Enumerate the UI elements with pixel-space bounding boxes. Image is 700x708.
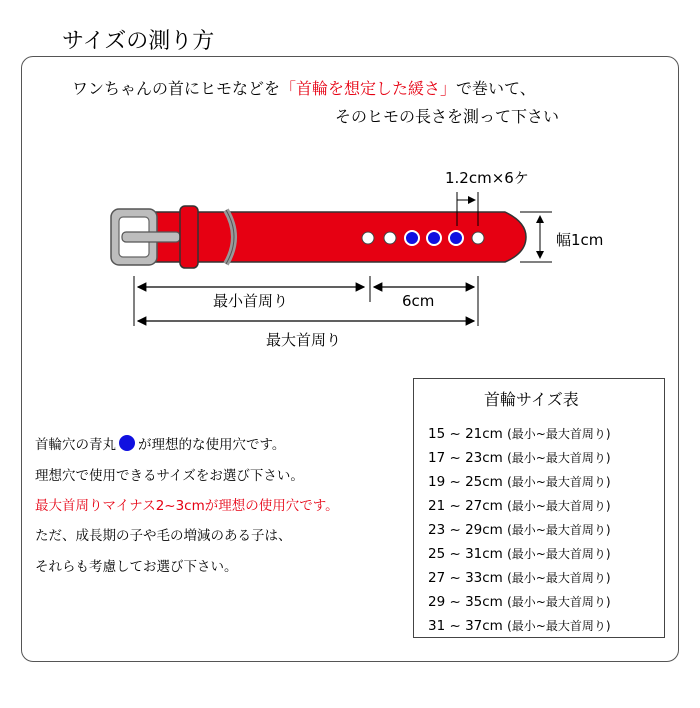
- info-line-1-suffix: が理想的な使用穴です。: [138, 437, 286, 453]
- size-range: 17 ~ 23cm: [428, 450, 503, 466]
- ideal-hole: [427, 231, 441, 245]
- size-note: (最小~最大首周り): [507, 451, 611, 465]
- size-row: [428, 449, 611, 466]
- hole-spacing-label: 1.2cm×6ケ: [445, 169, 529, 187]
- range-label: 6cm: [402, 292, 435, 310]
- size-range: 27 ~ 33cm: [428, 570, 503, 586]
- size-range: 31 ~ 37cm: [428, 618, 503, 634]
- size-note: (最小~最大首周り): [507, 427, 611, 441]
- intro-highlight: 「首輪を想定した緩さ」: [280, 79, 457, 98]
- max-neck-label: 最大首周り: [266, 331, 342, 349]
- keeper-loop: [180, 206, 198, 268]
- size-range: 23 ~ 29cm: [428, 522, 503, 538]
- page-title: サイズの測り方: [62, 29, 215, 54]
- size-row: [428, 425, 611, 442]
- info-line-1-prefix: 首輪穴の青丸: [35, 437, 116, 453]
- size-row: [428, 569, 611, 586]
- size-row: [428, 497, 611, 514]
- size-range: 29 ~ 35cm: [428, 594, 503, 610]
- size-note: (最小~最大首周り): [507, 547, 611, 561]
- size-row: [428, 473, 611, 490]
- size-range: 21 ~ 27cm: [428, 498, 503, 514]
- collar-hole: [472, 232, 484, 244]
- size-row: [428, 545, 611, 562]
- info-line-2: 理想穴で使用できるサイズをお選び下さい。: [35, 468, 304, 484]
- min-neck-label: 最小首周り: [213, 292, 289, 310]
- size-row: [428, 521, 611, 538]
- collar-hole: [384, 232, 396, 244]
- width-label: 幅1cm: [556, 231, 604, 249]
- buckle-pin: [122, 232, 180, 242]
- intro-line-2: そのヒモの長さを測って下さい: [335, 107, 560, 126]
- size-note: (最小~最大首周り): [507, 499, 611, 513]
- ideal-hole: [405, 231, 419, 245]
- blue-hole-icon: [119, 435, 135, 451]
- info-line-3: 最大首周りマイナス2~3cmが理想の使用穴です。: [35, 498, 339, 514]
- collar-strap: [150, 212, 526, 262]
- size-note: (最小~最大首周り): [507, 571, 611, 585]
- size-table: [413, 378, 665, 638]
- size-note: (最小~最大首周り): [507, 475, 611, 489]
- size-row: [428, 617, 611, 634]
- size-range: 25 ~ 31cm: [428, 546, 503, 562]
- size-note: (最小~最大首周り): [507, 619, 611, 633]
- intro-line-1-suffix: で巻いて、: [456, 79, 536, 98]
- info-line-5: それらも考慮してお選び下さい。: [35, 559, 238, 575]
- size-range: 15 ~ 21cm: [428, 426, 503, 442]
- size-note: (最小~最大首周り): [507, 523, 611, 537]
- info-line-4: ただ、成長期の子や毛の増減のある子は、: [35, 528, 292, 544]
- collar-hole: [362, 232, 374, 244]
- size-row: [428, 593, 611, 610]
- intro-line-1-prefix: ワンちゃんの首にヒモなどを: [72, 79, 281, 98]
- size-table-title: 首輪サイズ表: [484, 390, 579, 409]
- ideal-hole: [449, 231, 463, 245]
- size-note: (最小~最大首周り): [507, 595, 611, 609]
- info-line-1: [35, 433, 285, 453]
- size-range: 19 ~ 25cm: [428, 474, 503, 490]
